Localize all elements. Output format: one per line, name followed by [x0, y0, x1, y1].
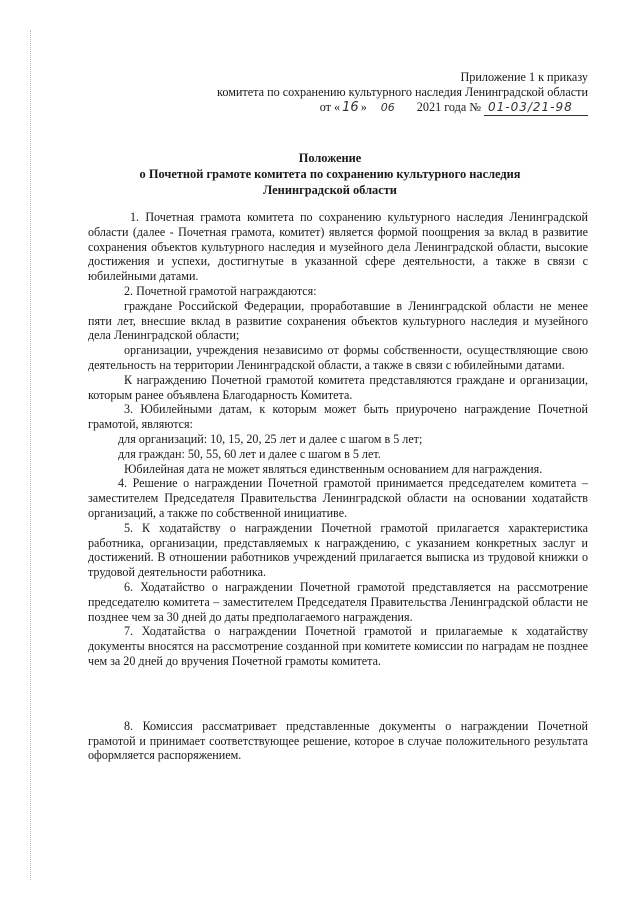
paragraph-6: 6. Ходатайство о награждении Почетной грамотой представляется на рассмотрение председателю комитета – заместителем Председателя Правительства Ленинградской области не позднее чем за 30 дней до даты предполагаемого награждения.: [88, 579, 588, 624]
paragraph-1: 1. Почетная грамота комитета по сохранению культурного наследия Ленинградской области (далее - Почетная грамота, комитет) является формой поощрения за вклад в развитие сохранения объектов культурного наследия и музейного дела Ленинградской области, высокие достижения и успехи, достигнутые в указанной сфере деятельности, а также в связи с юбилейными датами.: [88, 210, 588, 284]
paragraph-3-citizens: для граждан: 50, 55, 60 лет и далее с шагом в 5 лет.: [118, 446, 381, 461]
date-year: 2021 года №: [416, 100, 481, 114]
document-title: [80, 150, 580, 198]
appendix-header: [217, 70, 588, 116]
paragraph-4: 4. Решение о награждении Почетной грамотой принимается председателем комитета – заместителем Председателя Правительства Ленинградской области на основании ходатайств организаций, а также по собственной инициативе.: [88, 476, 588, 520]
paragraph-3-note: Юбилейная дата не может являться единственным основанием для награждения.: [124, 461, 543, 476]
handwritten-order-number: 01-03/21-98: [484, 100, 588, 116]
title-line-3: Ленинградской области: [263, 183, 397, 197]
title-line-2: о Почетной грамоте комитета по сохранению культурного наследия: [139, 167, 521, 181]
paragraph-2: 2. Почетной грамотой награждаются:: [124, 283, 317, 298]
paragraph-8: 8. Комиссия рассматривает представленные документы о награждении Почетной грамотой и принимает соответствующее решение, которое в случае положительного результата оформляется распоряжением.: [88, 718, 588, 763]
paragraph-3: 3. Юбилейными датам, к которым может быть приурочено награждение Почетной грамотой, являются:: [88, 402, 588, 432]
title-line-1: Положение: [298, 151, 362, 165]
paragraph-3-organizations: для организаций: 10, 15, 20, 25 лет и далее с шагом в 5 лет;: [118, 431, 423, 446]
spacer: [88, 669, 588, 719]
date-mid: »: [360, 100, 367, 114]
handwritten-month: 06: [380, 101, 395, 114]
paragraph-5: 5. К ходатайству о награждении Почетной грамотой прилагается характеристика работника, организации, представляемых к награждению, с указанием конкретных заслуг и достижений. В отношении работников учреждений прилагается выписка из трудовой книжки о трудовой деятельности работника.: [88, 520, 588, 580]
handwritten-day: 16: [342, 100, 359, 115]
paragraph-7: 7. Ходатайства о награждении Почетной грамотой и прилагаемые к ходатайству документы вносятся на рассмотрение созданной при комитете комиссии по наградам не позднее чем за 20 дней до вручения Почетной грамоты комитета.: [88, 624, 588, 668]
paragraph-2-citizens: граждане Российской Федерации, проработавшие в Ленинградской области не менее пяти лет, внесшие вклад в развитие сохранения объектов культурного наследия и музейного дела Ленинградской области;: [88, 298, 588, 343]
committee-line: комитета по сохранению культурного наследия Ленинградской области: [217, 85, 588, 99]
appendix-line: Приложение 1 к приказу: [460, 70, 588, 84]
order-date-line: [217, 100, 588, 116]
paragraph-2-organizations: организации, учреждения независимо от формы собственности, осуществляющие свою деятельность на территории Ленинградской области, а также в связи с юбилейными датами.: [88, 343, 588, 372]
scan-edge-mark: [30, 30, 31, 880]
paragraph-2-note: К награждению Почетной грамотой комитета представляются граждане и организации, которым ранее объявлена Благодарность Комитета.: [88, 372, 588, 402]
date-prefix: от «: [319, 100, 341, 114]
document-body: [88, 210, 588, 763]
